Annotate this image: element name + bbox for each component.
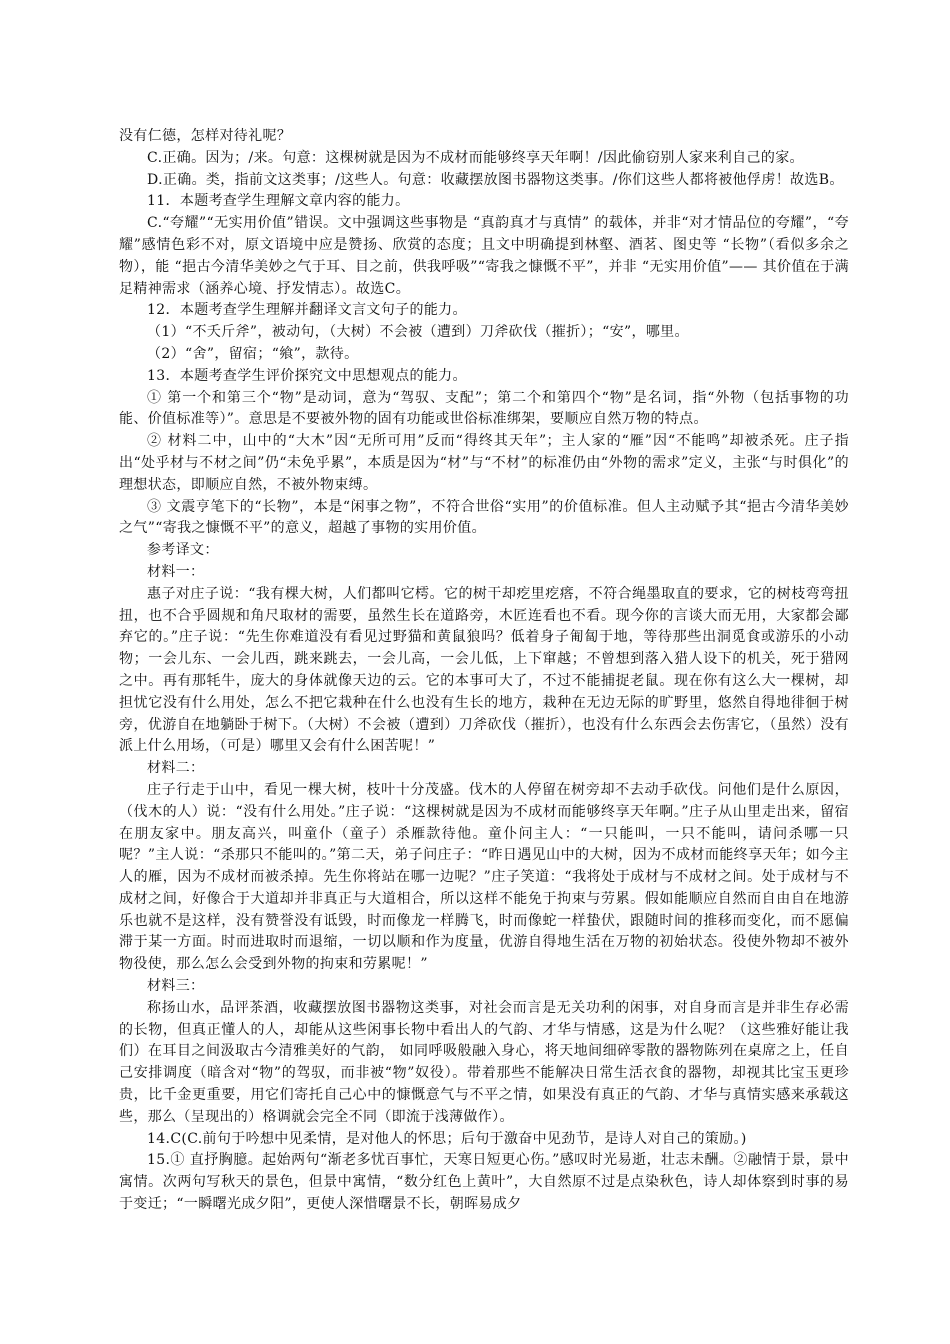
material-1-translation: 惠子对庄子说：“我有棵大树，人们都叫它樗。它的树干却疙里疙瘩，不符合绳墨取直的要求，它的树枝弯弯扭扭，也不合乎圆规和角尺取材的需要，虽然生长在道路旁，木匠连看也不看。现今你的言谈大而无用，大家都会鄙弃它的。”庄子说：“先生你难道没有看见过野猫和黄鼠狼吗？低着身子匍匐于地，等待那些出洞觅食或游乐的小动物；一会儿东、一会儿西，跳来跳去，一会儿高，一会儿低，上下窜越；不曾想到落入猎人设下的机关，死于猎网之中。再有那牦牛，庞大的身体就像天边的云。它的本事可大了，不过不能捕捉老鼠。现在你有这么大一棵树，却担忧它没有什么用处，怎么不把它栽种在什么也没有生长的地方，栽种在无边无际的旷野里，悠然自得地徘徊于树旁，优游自在地躺卧于树下。（大树）不会被（遭到）刀斧砍伐（摧折），也没有什么东西会去伤害它，（虽然）没有派上什么用场，（可是）哪里又会有什么困苦呢！” (119, 585, 849, 755)
answer-d: D.正确。类，指前文这类事；/这些人。句意：收藏摆放图书器物这类事。/你们这些人都将被他俘虏！故选B。 (147, 171, 844, 188)
material-2-translation: 庄子行走于山中，看见一棵大树，枝叶十分茂盛。伐木的人停留在树旁却不去动手砍伐。问他们是什么原因，（伐木的人）说：“没有什么用处。”庄子说：“这棵树就是因为不成材而能够终享天年啊。”庄子从山里走出来，留宿在朋友家中。朋友高兴，叫童仆（童子）杀雁款待他。童仆问主人：“一只能叫，一只不能叫，请问杀哪一只呢？”主人说：“杀那只不能叫的。”第二天，弟子问庄子：“昨日遇见山中的大树，因为不成材而能终享天年；如今主人的雁，因为不成材而被杀掉。先生你将站在哪一边呢？”庄子笑道：“我将处于成材与不成材之间。处于成材与不成材之间，好像合于大道却并非真正与大道相合，所以这样不能免于拘束与劳累。假如能顺应自然而自由自在地游乐也就不是这样，没有赞誉没有诋毁，时而像龙一样腾飞，时而像蛇一样蛰伏，跟随时间的推移而变化，而不愿偏滞于某一方面。时而进取时而退缩，一切以顺和作为度量，优游自得地生活在万物的初始状态。役使外物却不被外物役使，那么怎么会受到外物的拘束和劳累呢！” (119, 781, 849, 973)
question-14-answer: 14.C(C.前句于吟想中见柔情，是对他人的怀思；后句于激奋中见劲节，是诗人对自己的策励。) (147, 1130, 747, 1147)
document-page (119, 126, 849, 1216)
translation-heading: 参考译文： (147, 542, 219, 559)
material-1-heading: 材料一： (147, 563, 205, 580)
answer-c: C.正确。因为；/来。句意：这棵树就是因为不成材而能够终享天年啊！/因此偷窃别人家来利自己的家。 (147, 149, 804, 166)
material-3-translation: 称扬山水，品评茶酒，收藏摆放图书器物这类事，对社会而言是无关功利的闲事，对自身而言是并非生存必需的长物，但真正懂人的人，却能从这些闲事长物中看出人的气韵、才华与情感，这是为什么呢？（这些雅好能让我们）在耳目之间汲取古今清雅美好的气韵， 如同呼吸般融入身心，将天地间细碎零散的器物陈列在桌席之上，任自己安排调度（暗含对“物”的驾驭，而非被“物”奴役）。带着那些不能解决日常生活衣食的器物，却视其比宝玉更珍贵，比千金更重要，用它们寄托自己心中的慷慨意气与不平之情，如果没有真正的气韵、才华与真情实感来承载这些，那么（呈现出的）格调就会完全不同（即流于浅薄做作）。 (119, 999, 849, 1125)
question-15-answer: 15.① 直抒胸臆。起始两句“渐老多忧百事忙，天寒日短更心伤。”感叹时光易逝，壮志未酬。②融情于景，景中寓情。次两句写秋天的景色，但景中寓情，“数分红色上黄叶”，大自然原不过是点染秋色，诗人却体察到时事的易于变迁；“一瞬曙光成夕阳”，更使人深惜曙景不长，朝晖易成夕 (119, 1152, 849, 1213)
question-13-point-2: ② 材料二中，山中的“大木”因“无所可用”反而“得终其天年”；主人家的“雁”因“不能鸣”却被杀死。庄子指出“处乎材与不材之间”仍“未免乎累”，本质是因为“材”与“不材”的标准仍由“外物的需求”定义，主张“与时俱化”的理想状态，即顺应自然，不被外物束缚。 (119, 433, 849, 493)
question-11-heading: 11．本题考查学生理解文章内容的能力。 (147, 193, 410, 210)
question-13-point-1: ① 第一个和第三个“物”是动词，意为“驾驭、支配”；第二个和第四个“物”是名词，指“外物（包括事物的功能、价值标准等）”。意思是不要被外物的固有功能或世俗标准绑架，要顺应自然万物的特点。 (119, 389, 849, 428)
question-11-answer: C.“夸耀”“无实用价值”错误。文中强调这些事物是 “真韵真才与真情” 的载体，并非“对才情品位的夸耀”，“夸耀”感情色彩不对，原文语境中应是赞扬、欣赏的态度；且文中明确提到林壑、酒茗、图史等 “长物”（看似多余之物），能 “挹古今清华美妙之气于耳、目之前，供我呼吸”“寄我之慷慨不平”，并非 “无实用价值”—— 其价值在于满足精神需求（涵养心境、抒发情志）。故选C。 (119, 215, 850, 297)
question-12-part-1: （1）“不夭斤斧”，被动句，（大树）不会被（遭到）刀斧砍伐（摧折）；“安”，哪里。 (147, 324, 689, 341)
question-12-part-2: （2）“舍”，留宿；“飨”，款待。 (147, 345, 359, 362)
material-3-heading: 材料三： (147, 978, 205, 995)
question-13-heading: 13．本题考查学生评价探究文中思想观点的能力。 (147, 367, 467, 384)
text-line: 没有仁德，怎样对待礼呢？ (119, 128, 292, 144)
question-12-heading: 12．本题考查学生理解并翻译文言文句子的能力。 (147, 302, 467, 319)
question-13-point-3: ③ 文震亨笔下的“长物”，本是“闲事之物”，不符合世俗“实用”的价值标准。但人主动赋予其“挹古今清华美妙之气”“寄我之慷慨不平”的意义，超越了事物的实用价值。 (119, 498, 849, 537)
material-2-heading: 材料二： (147, 760, 205, 777)
